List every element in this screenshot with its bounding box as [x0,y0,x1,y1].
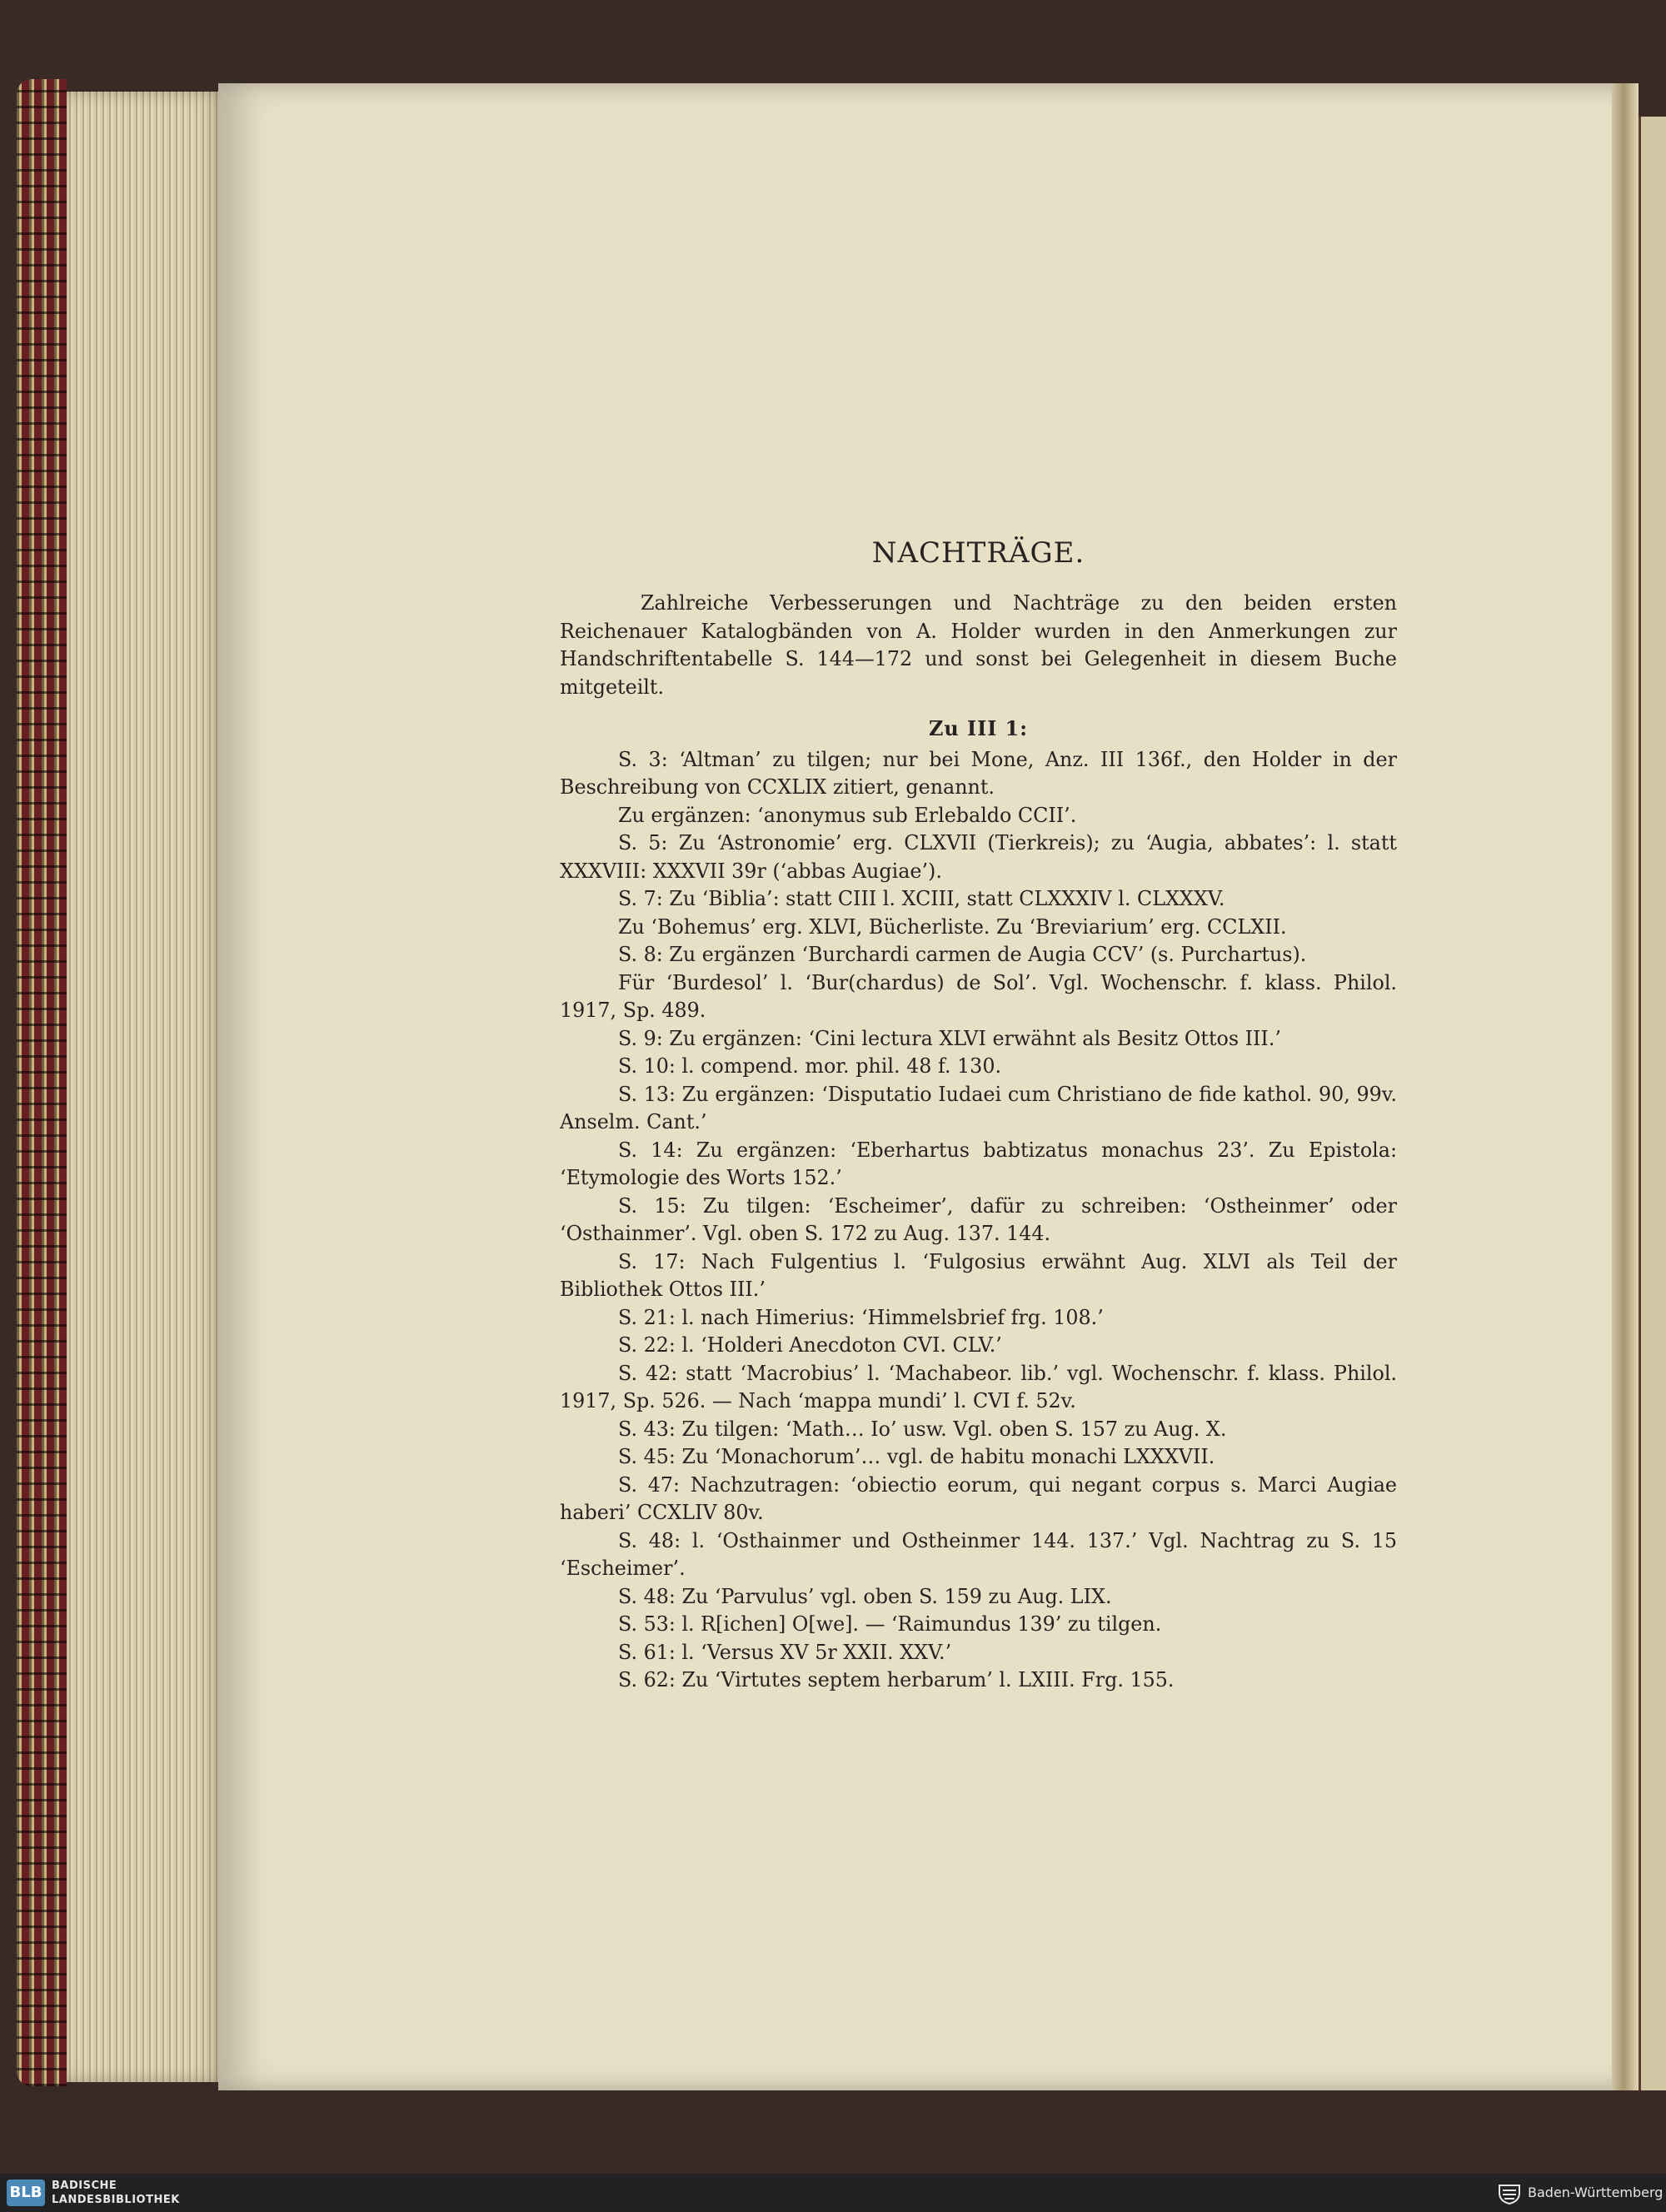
state-label[interactable]: Baden-Württemberg [1528,2185,1664,2200]
entry: S. 62: Zu ‘Virtutes septem herbarum’ l. LXIII. Frg. 155. [618,1668,1175,1691]
entry: S. 21: l. nach Himerius: ‘Himmelsbrief frg. 108.’ [618,1305,1104,1329]
entry: S. 42: statt ‘Macrobius’ l. ‘Machabeor. lib.’ vgl. Wochenschr. f. klass. Philol. 1917, Sp. 526. — Nach ‘mappa mundi’ l. CVI f. 52v. [560,1361,1397,1412]
entry: S. 43: Zu tilgen: ‘Math… Io’ usw. Vgl. oben S. 157 zu Aug. X. [618,1417,1227,1441]
facing-page-edge [1639,117,1666,2090]
page-edges [67,92,225,2082]
viewer-footer [0,2174,1666,2212]
entry: S. 61: l. ‘Versus XV 5r XXII. XXV.’ [618,1640,952,1664]
entry: S. 47: Nachzutragen: ‘obiectio eorum, qui negant corpus s. Marci Augiae haberi’ CCXLIV 80v. [560,1472,1397,1524]
book-gutter [1612,83,1639,2090]
intro-paragraph: Zahlreiche Verbesserungen und Nachträge zu den beiden ersten Reichenauer Katalogbänden von A. Holder wurden in den Anmerkungen zur Handschriftentabelle S. 144—172 und sonst bei Gelegenheit in diesem Buche mitgeteilt. [560,591,1397,699]
library-name-line2: LANDESBIBLIOTHEK [52,2194,180,2206]
entry: S. 8: Zu ergänzen ‘Burchardi carmen de Augia CCV’ (s. Purchartus). [618,943,1307,966]
entry: S. 7: Zu ‘Biblia’: statt CIII l. XCIII, statt CLXXXIV l. CLXXXV. [618,887,1225,910]
entry: S. 9: Zu ergänzen: ‘Cini lectura XLVI erwähnt als Besitz Ottos III.’ [618,1026,1281,1050]
library-name-line1: BADISCHE [52,2180,117,2192]
page-title: NACHTRÄGE. [871,536,1085,570]
section-heading: Zu III 1: [929,717,1028,740]
entry: S. 48: l. ‘Osthainmer und Ostheinmer 144. 137.’ Vgl. Nachtrag zu S. 15 ‘Escheimer’. [560,1528,1397,1580]
entry: Zu ‘Bohemus’ erg. XLVI, Bücherliste. Zu ‘Breviarium’ erg. CCLXII. [618,914,1287,939]
entry: S. 17: Nach Fulgentius l. ‘Fulgosius erwähnt Aug. XLVI als Teil der Bibliothek Ottos III.’ [560,1249,1397,1301]
entry: Für ‘Burdesol’ l. ‘Bur(chardus) de Sol’. Vgl. Wochenschr. f. klass. Philol. 1917, Sp. 489. [560,970,1397,1022]
entry: Zu ergänzen: ‘anonymus sub Erlebaldo CCII’. [618,803,1077,827]
book-binding-left [17,79,67,2086]
entry: S. 10: l. compend. mor. phil. 48 f. 130. [618,1054,1002,1078]
entry: S. 5: Zu ‘Astronomie’ erg. CLXVII (Tierkreis); zu ‘Augia, abbates’: l. statt XXXVIII: XXXVII 39r (‘abbas Augiae’). [560,831,1397,883]
entry: S. 48: Zu ‘Parvulus’ vgl. oben S. 159 zu Aug. LIX. [618,1584,1112,1608]
entry: S. 45: Zu ‘Monachorum’… vgl. de habitu monachi LXXXVII. [618,1445,1215,1468]
entry: S. 13: Zu ergänzen: ‘Disputatio Iudaei cum Christiano de fide kathol. 90, 99v. Anselm. Cant.’ [560,1082,1397,1133]
blb-logo[interactable]: BLB [7,2180,45,2206]
entry: S. 53: l. R[ichen] O[we]. — ‘Raimundus 139’ zu tilgen. [618,1612,1162,1636]
coat-of-arms-icon [1497,2181,1522,2205]
entry: S. 15: Zu tilgen: ‘Escheimer’, dafür zu schreiben: ‘Ostheinmer’ oder ‘Osthainmer’. Vgl. oben S. 172 zu Aug. 137. 144. [560,1193,1397,1245]
entry: S. 3: ‘Altman’ zu tilgen; nur bei Mone, Anz. III 136f., den Holder in der Beschreibung von CCXLIX zitiert, genannt. [560,747,1397,799]
entry: S. 14: Zu ergänzen: ‘Eberhartus babtizatus monachus 23’. Zu Epistola: ‘Etymologie des Worts 152.’ [560,1138,1397,1189]
page-text [560,536,1397,1695]
entry: S. 22: l. ‘Holderi Anecdoton CVI. CLV.’ [618,1333,1002,1357]
library-name [52,2179,180,2207]
